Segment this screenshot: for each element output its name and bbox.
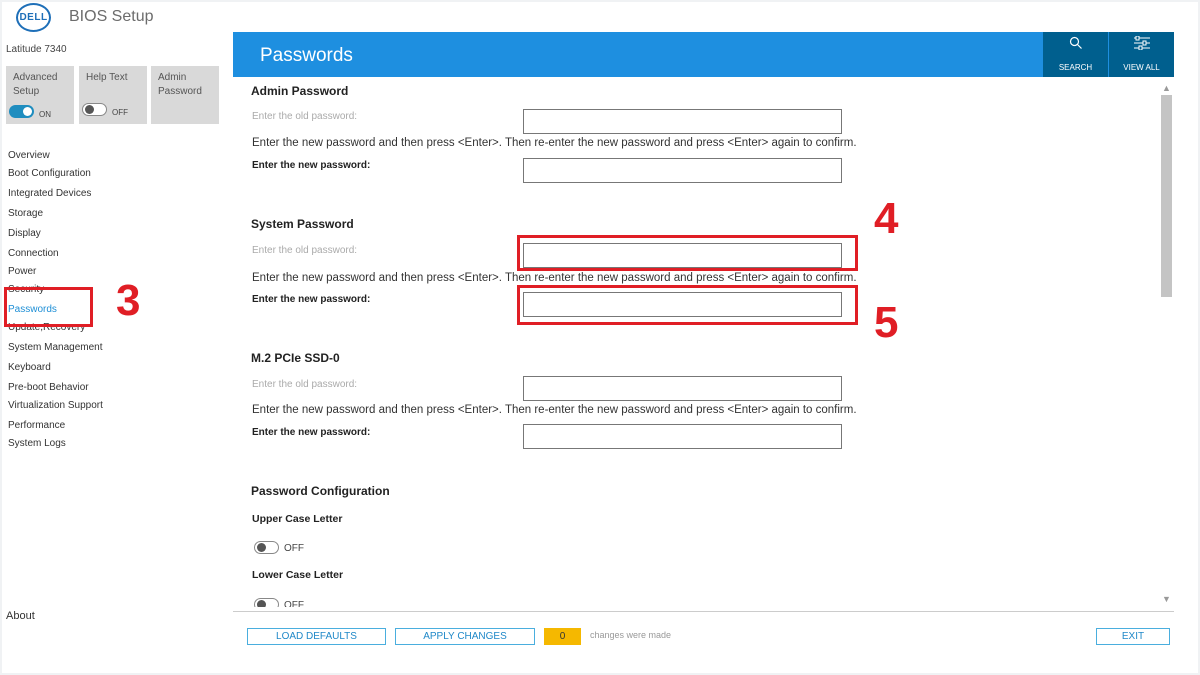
search-label: SEARCH (1058, 63, 1093, 72)
changes-text: changes were made (590, 630, 672, 640)
highlight-box-passwords (4, 287, 93, 327)
load-defaults-button[interactable]: LOAD DEFAULTS (247, 628, 386, 645)
old-password-label: Enter the old password: (252, 379, 358, 390)
ssd-new-password-input[interactable] (523, 424, 842, 449)
nav-item-performance[interactable]: Performance (8, 420, 66, 431)
scroll-up-arrow[interactable]: ▲ (1162, 83, 1171, 93)
highlight-box-old-password (517, 235, 858, 271)
nav-item-system-logs[interactable]: System Logs (8, 438, 66, 449)
highlight-box-new-password (517, 285, 858, 325)
help-text-tile[interactable] (79, 66, 147, 124)
changes-count-badge: 0 (544, 628, 581, 645)
nav-item-display[interactable]: Display (8, 228, 41, 239)
nav-item-security[interactable]: Security (8, 284, 45, 295)
scroll-down-arrow[interactable]: ▼ (1162, 594, 1171, 604)
section-title-system-password: System Password (251, 217, 354, 231)
help-text-toggle[interactable] (82, 103, 107, 116)
nav-item-boot-configuration[interactable]: Boot Configuration (8, 168, 91, 179)
dell-logo: DELL (16, 3, 51, 32)
view-all-button[interactable] (1109, 32, 1174, 77)
footer-divider (233, 611, 1174, 612)
toggle-state: OFF (284, 600, 304, 607)
nav-item-system-management[interactable]: System Management (8, 342, 103, 353)
nav-item-connection[interactable]: Connection (8, 248, 59, 259)
search-button[interactable] (1043, 32, 1108, 77)
apply-changes-button[interactable]: APPLY CHANGES (395, 628, 535, 645)
nav-item-integrated-devices[interactable]: Integrated Devices (8, 188, 92, 199)
lower-case-letter-label: Lower Case Letter (252, 569, 344, 581)
tile-label: Help Text (86, 72, 128, 83)
new-password-label: Enter the new password: (252, 294, 371, 305)
nav-item-overview[interactable]: Overview (8, 150, 50, 161)
nav-item-update-recovery[interactable]: Update,Recovery (8, 322, 86, 333)
section-title-ssd-password: M.2 PCIe SSD-0 (251, 351, 340, 365)
old-password-label: Enter the old password: (252, 111, 358, 122)
exit-button[interactable]: EXIT (1096, 628, 1170, 645)
password-instruction: Enter the new password and then press <Enter>. Then re-enter the new password and press <Enter> again to confirm. (252, 137, 857, 149)
annotation-number-3: 3 (116, 276, 141, 325)
nav-item-keyboard[interactable]: Keyboard (8, 362, 51, 373)
tile-label: Password (158, 86, 202, 97)
page-title: Passwords (260, 45, 353, 66)
ssd-old-password-input[interactable] (523, 376, 842, 401)
tile-label: Advanced (13, 72, 58, 83)
upper-case-letter-label: Upper Case Letter (252, 513, 343, 525)
view-all-label: VIEW ALL (1123, 63, 1160, 72)
scrollbar-thumb[interactable] (1161, 95, 1172, 297)
admin-old-password-input[interactable] (523, 109, 842, 134)
old-password-label: Enter the old password: (252, 245, 358, 256)
password-instruction: Enter the new password and then press <Enter>. Then re-enter the new password and press <Enter> again to confirm. (252, 404, 857, 416)
search-icon (1043, 36, 1108, 53)
nav-item-pre-boot-behavior[interactable]: Pre-boot Behavior (8, 382, 89, 393)
app-title: BIOS Setup (69, 8, 154, 25)
sliders-icon (1109, 36, 1174, 53)
annotation-number-4: 4 (874, 194, 899, 243)
nav-item-storage[interactable]: Storage (8, 208, 44, 219)
section-title-admin-password: Admin Password (251, 84, 349, 98)
toggle-switch[interactable] (254, 598, 279, 607)
tile-label: Admin (158, 72, 187, 83)
new-password-label: Enter the new password: (252, 427, 371, 438)
model-name: Latitude 7340 (6, 44, 67, 55)
toggle-state: OFF (112, 108, 128, 117)
advanced-setup-tile[interactable] (6, 66, 74, 124)
annotation-number-5: 5 (874, 298, 899, 347)
toggle-state: OFF (284, 543, 304, 554)
section-title-password-configuration: Password Configuration (251, 484, 390, 498)
toggle-state: ON (39, 110, 51, 119)
about-link[interactable]: About (6, 610, 35, 622)
nav-item-power[interactable]: Power (8, 266, 37, 277)
nav-item-virtualization-support[interactable]: Virtualization Support (8, 400, 103, 411)
new-password-label: Enter the new password: (252, 160, 371, 171)
toggle-switch[interactable] (254, 541, 279, 554)
admin-password-tile[interactable] (151, 66, 219, 124)
nav-item-passwords[interactable]: Passwords (8, 304, 57, 315)
upper-case-letter-switch[interactable] (254, 541, 314, 555)
admin-new-password-input[interactable] (523, 158, 842, 183)
lower-case-letter-switch[interactable] (254, 598, 314, 607)
advanced-setup-toggle[interactable] (9, 105, 34, 118)
header-bar (233, 32, 1174, 77)
tile-label: Setup (13, 86, 40, 97)
password-instruction: Enter the new password and then press <Enter>. Then re-enter the new password and press <Enter> again to confirm. (252, 272, 857, 284)
